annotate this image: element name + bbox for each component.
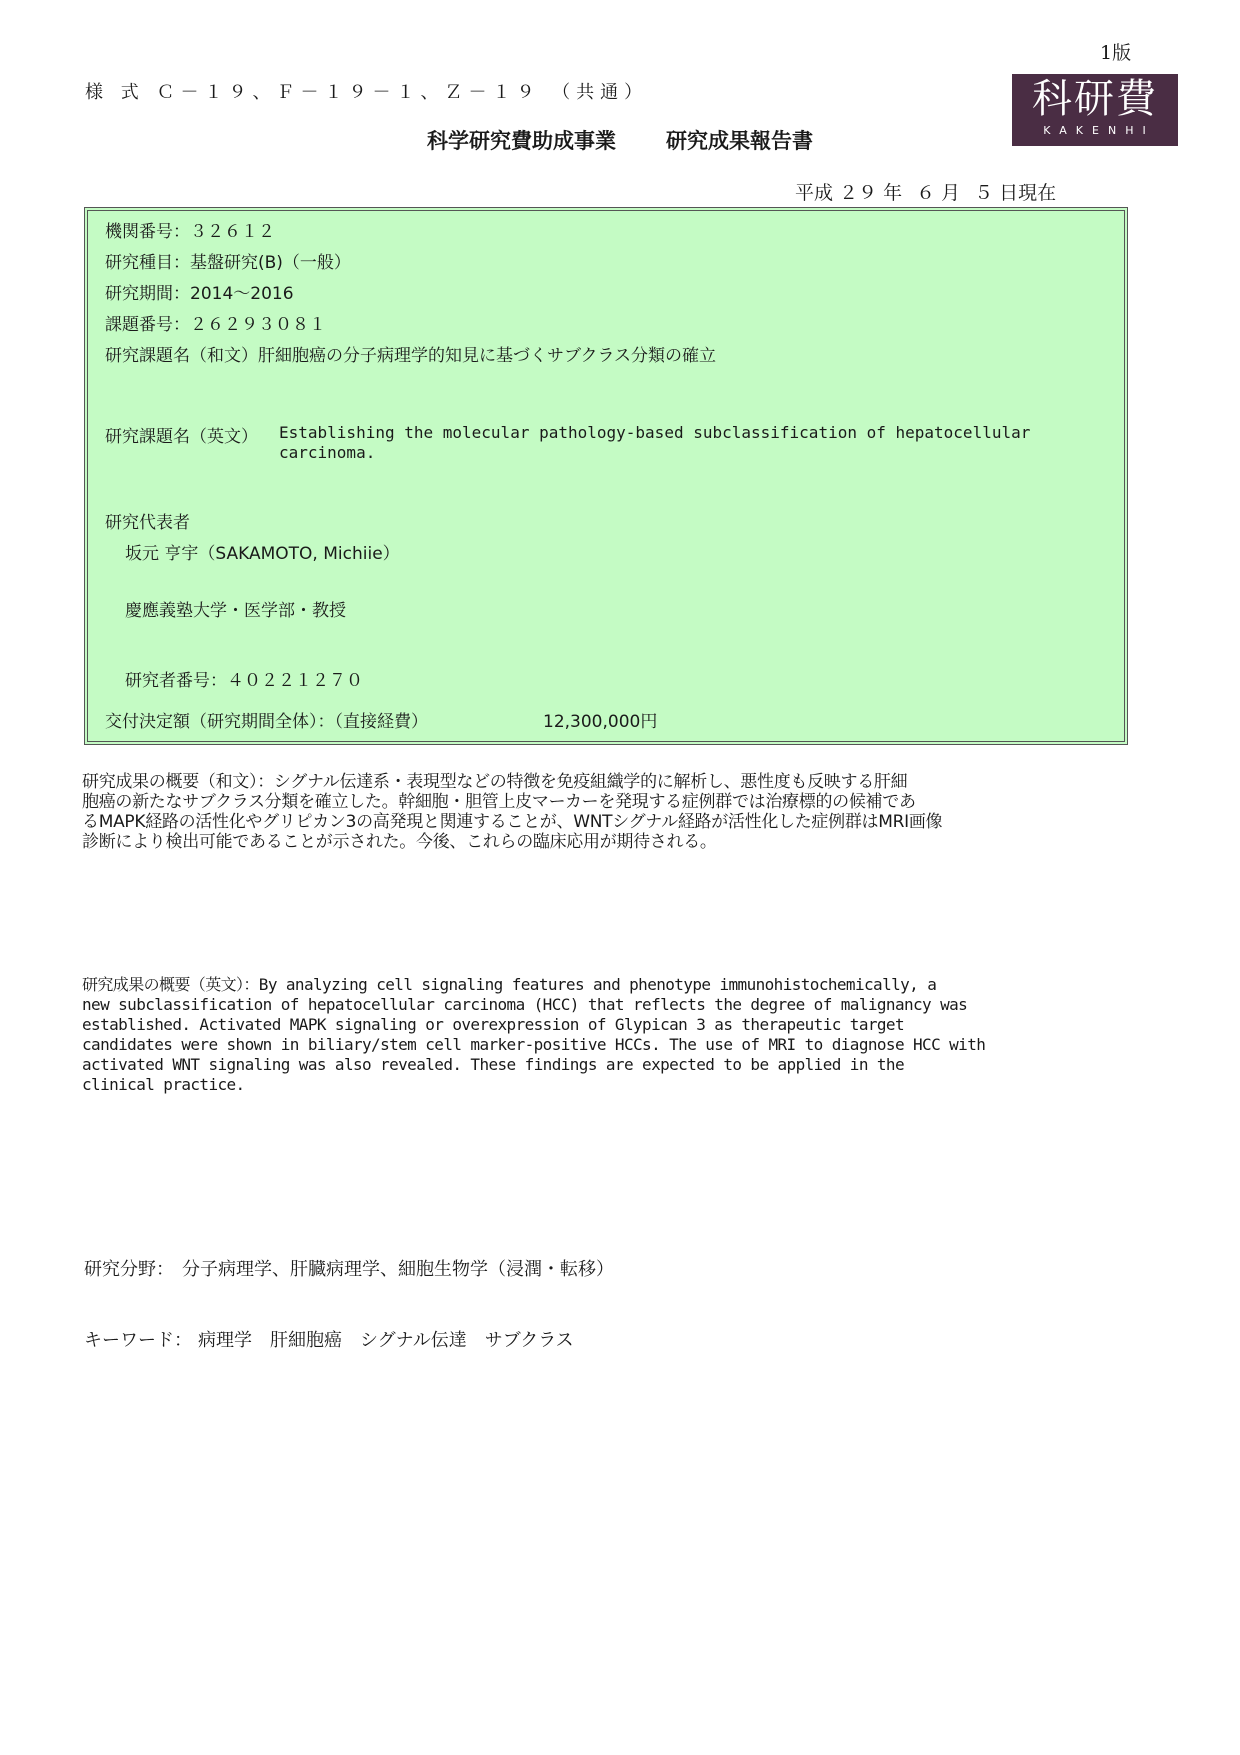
representative-name: 坂元 亨宇（SAKAMOTO, Michiie） [125,544,400,564]
grant-amount: 12,300,000円 [543,712,658,732]
research-field-value: 分子病理学、肝臓病理学、細胞生物学（浸潤・転移） [182,1259,614,1280]
keywords [84,1326,592,1352]
keyword-item: サブクラス [484,1330,574,1351]
summary-en-line: candidates were shown in biliary/stem cell marker-positive HCCs. The use of MRI to diagnose HCC with [82,1035,986,1054]
version-label: 1版 [1100,42,1132,64]
title-ja: 肝細胞癌の分子病理学的知見に基づくサブクラス分類の確立 [258,346,716,366]
date-month: ６ 月 [916,182,961,204]
keywords-label: キーワード： [84,1330,192,1351]
project-number: 課題番号：２６２９３０８１ [105,315,326,335]
summary-en-line: new subclassification of hepatocellular carcinoma (HCC) that reflects the degree of malignancy was [82,995,968,1014]
title-right: 研究成果報告書 [666,129,813,153]
summary-en-line: clinical practice. [82,1075,245,1094]
title-ja-row [105,341,716,366]
report-date [795,178,1070,205]
keyword-item: シグナル伝達 [360,1330,467,1351]
project-info-box [84,207,1128,745]
grant-label: 交付決定額（研究期間全体）：（直接経費） [105,712,428,732]
keyword-item: 病理学 [198,1330,252,1351]
title-en-label: 研究課題名（英文） [105,427,258,447]
title-ja-label: 研究課題名（和文） [105,346,258,366]
researcher-number: 研究者番号：４０２２１２７０ [125,671,363,691]
title-en-line1: Establishing the molecular pathology-based subclassification of hepatocellular [279,423,1031,442]
research-period: 研究期間：2014～2016 [105,284,294,304]
summary-en-line: activated WNT signaling was also revealed. These findings are expected to be applied in the [82,1055,904,1074]
date-day: ５ 日現在 [974,182,1057,204]
summary-ja-line: るMAPK経路の活性化やグリピカン3の高発現と関連することが、WNTシグナル経路が活性化した症例群はMRI画像 [82,812,943,832]
summary-en-line: established. Activated MAPK signaling or overexpression of Glypican 3 as therapeutic target [82,1015,904,1034]
document-title [0,125,1240,155]
summary-ja-line: 胞癌の新たなサブクラス分類を確立した。幹細胞・胆管上皮マーカーを発現する症例群では治療標的の候補であ [82,792,916,812]
research-field [84,1255,614,1281]
research-category: 研究種目：基盤研究(B)（一般） [105,253,351,273]
date-year: 平成 ２９ 年 [795,182,903,204]
logo-latin: KAKENHI [1043,124,1155,137]
summary-ja-line: 研究成果の概要（和文）：シグナル伝達系・表現型などの特徴を免疫組織学的に解析し、悪性度も反映する肝細 [82,772,908,792]
research-field-label: 研究分野： [84,1259,174,1280]
affiliation: 慶應義塾大学・医学部・教授 [125,601,346,621]
logo-kanji: 科研費 [1032,76,1158,122]
representative-label: 研究代表者 [105,513,190,533]
summary-ja-line: 診断により検出可能であることが示された。今後、これらの臨床応用が期待される。 [82,832,717,852]
summary-en-line: 研究成果の概要（英文）：By analyzing cell signaling features and phenotype immunohistochemically, a [82,975,937,994]
title-left: 科学研究費助成事業 [427,129,616,153]
keyword-item: 肝細胞癌 [270,1330,342,1351]
institution-number: 機関番号：３２６１２ [105,222,275,242]
form-id: 様 式 Ｃ－１９、Ｆ－１９－１、Ｚ－１９ （共通） [85,82,649,103]
title-en-line2: carcinoma. [279,443,376,462]
